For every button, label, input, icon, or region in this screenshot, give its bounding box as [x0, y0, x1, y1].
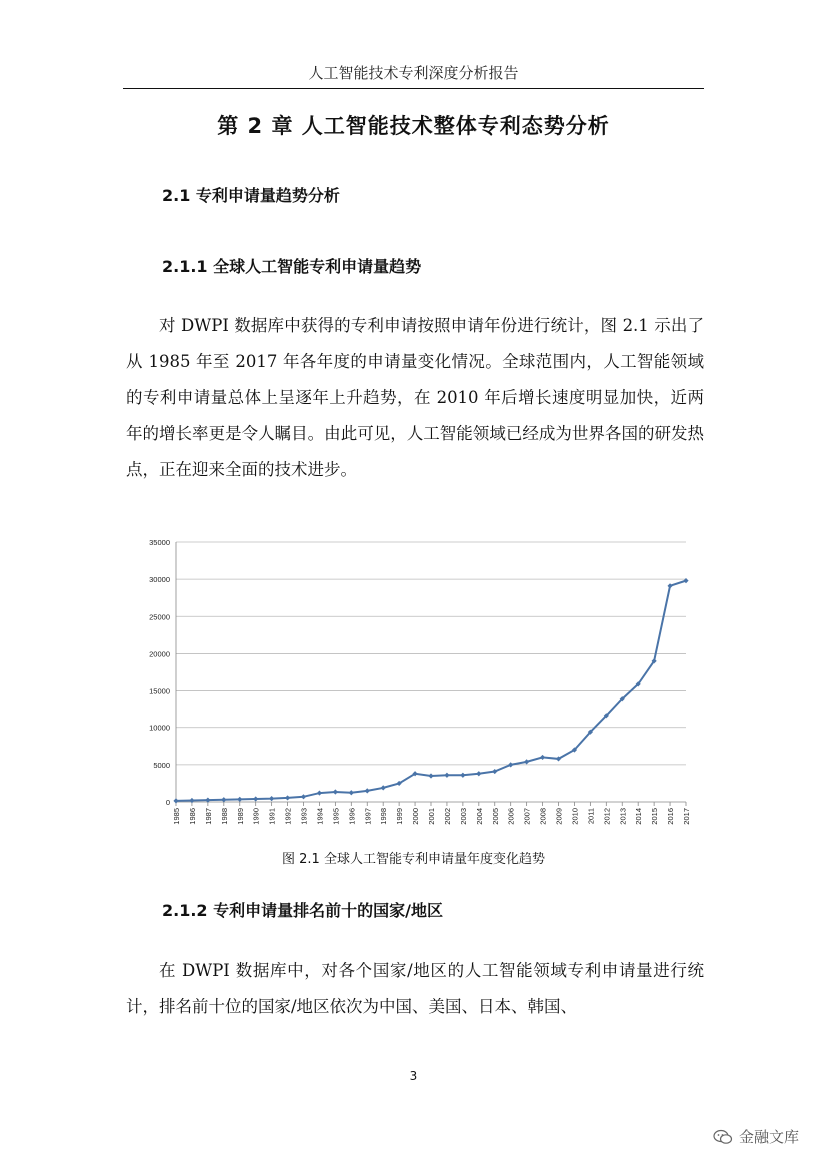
paragraph-1-text: 对 DWPI 数据库中获得的专利申请按照申请年份进行统计，图 2.1 示出了从 1985 年至 2017 年各年度的申请量变化情况。全球范围内，人工智能领域的专利申请量总体上呈逐年上升趋势，在 2010 年后增长速度明显加快，近两年的增长率更是令人瞩目。由此可见，人工智能领域已经成为世界各国的研发热点，正在迎来全面的技术进步。 — [126, 316, 704, 479]
y-tick-label: 10000 — [149, 723, 170, 733]
page-number: 3 — [409, 1069, 418, 1083]
data-point — [253, 796, 258, 801]
y-tick-label: 20000 — [149, 649, 170, 659]
x-tick-label: 2002 — [442, 808, 452, 825]
x-tick-label: 1991 — [267, 808, 277, 825]
figure-caption: 图 2.1 全球人工智能专利申请量年度变化趋势 — [282, 852, 545, 867]
data-point — [301, 794, 306, 799]
section-2-1-heading: 2.1 专利申请量趋势分析 — [162, 186, 340, 205]
y-tick-label: 15000 — [149, 686, 170, 696]
data-point — [237, 797, 242, 802]
data-point — [285, 795, 290, 800]
x-tick-label: 1996 — [347, 808, 357, 825]
y-tick-label: 25000 — [149, 612, 170, 622]
data-point — [540, 755, 545, 760]
watermark — [713, 1126, 799, 1147]
x-tick-label: 2015 — [650, 808, 660, 825]
x-tick-label: 2000 — [411, 808, 421, 825]
section-2-1-1-heading: 2.1.1 全球人工智能专利申请量趋势 — [162, 257, 422, 276]
x-tick-label: 1985 — [172, 808, 181, 825]
x-tick-label: 1990 — [251, 808, 261, 825]
x-tick-label: 2013 — [618, 808, 628, 825]
x-tick-label: 2010 — [570, 808, 580, 825]
section-2-1-2-heading: 2.1.2 专利申请量排名前十的国家/地区 — [162, 901, 443, 920]
header-rule — [123, 88, 704, 89]
running-header: 人工智能技术专利深度分析报告 — [308, 64, 519, 82]
paragraph-2 — [126, 953, 704, 1025]
x-tick-label: 2016 — [666, 808, 676, 825]
y-tick-label: 30000 — [149, 575, 170, 585]
x-tick-label: 2008 — [538, 808, 548, 825]
x-tick-label: 1994 — [315, 808, 325, 825]
x-tick-label: 1988 — [219, 808, 229, 825]
data-point — [333, 789, 338, 794]
x-tick-label: 2007 — [522, 808, 532, 825]
data-point — [317, 790, 322, 795]
y-tick-label: 5000 — [153, 760, 170, 770]
data-point — [349, 790, 354, 795]
x-tick-label: 2009 — [554, 808, 564, 825]
x-tick-label: 1989 — [235, 808, 245, 825]
data-point — [444, 773, 449, 778]
watermark-text: 金融文库 — [738, 1128, 799, 1146]
data-point — [524, 759, 529, 764]
x-tick-label: 2003 — [458, 808, 468, 825]
data-point — [221, 797, 226, 802]
x-tick-label: 1992 — [283, 808, 293, 825]
x-tick-label: 2014 — [634, 808, 644, 825]
data-point — [365, 788, 370, 793]
data-point — [476, 771, 481, 776]
x-tick-label: 1999 — [395, 808, 405, 825]
x-tick-label: 2011 — [586, 808, 596, 825]
line-chart — [126, 532, 704, 842]
data-point — [173, 798, 178, 803]
x-tick-label: 2004 — [474, 808, 484, 825]
x-tick-label: 1993 — [299, 808, 309, 825]
x-tick-label: 1986 — [187, 808, 197, 825]
x-tick-label: 2005 — [490, 808, 500, 825]
x-tick-label: 2017 — [682, 808, 691, 825]
data-point — [428, 773, 433, 778]
x-tick-label: 2006 — [506, 808, 516, 825]
chart-svg — [126, 532, 704, 842]
wechat-icon — [713, 1129, 733, 1145]
x-tick-label: 2012 — [602, 808, 612, 825]
y-tick-label: 35000 — [149, 538, 170, 547]
data-point — [667, 583, 672, 588]
data-point — [381, 785, 386, 790]
data-point — [269, 796, 274, 801]
data-point — [460, 773, 465, 778]
x-tick-label: 1998 — [379, 808, 389, 825]
x-tick-label: 1995 — [331, 808, 341, 825]
x-tick-label: 1997 — [363, 808, 373, 825]
x-tick-label: 1987 — [203, 808, 213, 825]
paragraph-1 — [126, 308, 704, 488]
y-tick-label: 0 — [165, 798, 170, 807]
chapter-title: 第 2 章 人工智能技术整体专利态势分析 — [217, 114, 610, 138]
paragraph-2-text: 在 DWPI 数据库中，对各个国家/地区的人工智能领域专利申请量进行统计，排名前十位的国家/地区依次为中国、美国、日本、韩国、 — [126, 961, 704, 1016]
x-tick-label: 2001 — [427, 808, 436, 825]
